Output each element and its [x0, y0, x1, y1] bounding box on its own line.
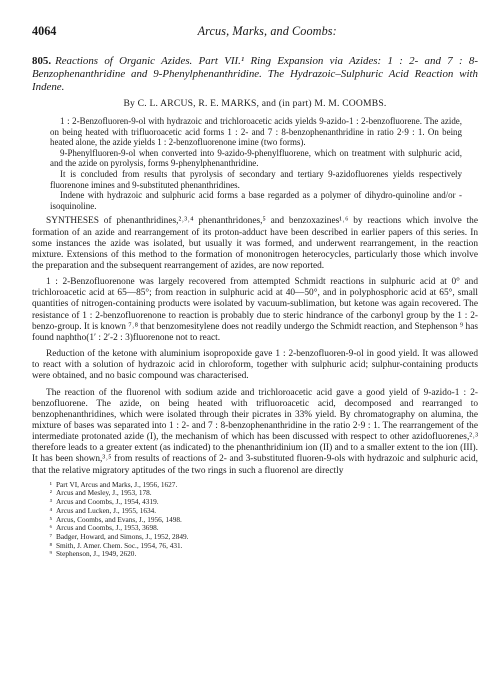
footnote: ¹ Part VI, Arcus and Marks, J., 1956, 1627. [49, 479, 178, 489]
running-title: Arcus, Marks, and Coombs: [197, 24, 337, 38]
abstract [50, 116, 462, 211]
abstract-paragraph: Indene with hydrazoic and sulphuric acid forms a base regarded as a polymer of dihydro-quinoline and/or -isoquinoline. [50, 190, 462, 211]
article-authors: By C. L. ARCUS, R. E. MARKS, and (in part) M. M. COOMBS. [123, 98, 387, 109]
article-body [32, 216, 478, 476]
footnote: ³ Arcus and Coombs, J., 1954, 4319. [49, 497, 159, 507]
footnote: ² Arcus and Mesley, J., 1953, 178. [49, 488, 152, 498]
footnote: ⁷ Badger, Howard, and Simons, J., 1952, 2849. [49, 532, 189, 541]
journal-page [32, 24, 478, 559]
body-paragraph: 1 : 2-Benzofluorenone was largely recovered from attempted Schmidt reactions in sulphuric acid at 0° and trichloroacetic acid at 65—85°; from reaction in sulphuric acid at 40—50°, and in polyphosphoric acid at 65°, small quantities of nitrogen-containing products were isolated by vacuum-sublimation, but ketone was again recovered. The resistance of 1 : 2-benzofluorenone to reaction is probably due to steric hindrance of the carbonyl group by the 1 : 2-benzo-group. It is known ⁷˒⁸ that benzomesitylene does not readily undergo the Schmidt reaction, and Stephenson ⁹ has found naphtho(1′ : 2′-2 : 3)fluorenone not to react. [32, 277, 478, 343]
footnote: ⁹ Stephenson, J., 1949, 2620. [49, 549, 137, 559]
body-paragraph: The reaction of the fluorenol with sodium azide and trichloroacetic acid gave a good yield of 9-azido-1 : 2-benzofluorene. The azide, on being heated with trifluoroacetic acid, decomposed and rearranged to benzophenanthridines, which were isolated through their picrates in 33% yield. By chromatography on alumina, the mixture of bases was separated into 1 : 2- and 7 : 8-benzophenanthridine in the ratio 2·9 : 1. The rearrangement of the intermediate protonated azide (I), the mechanism of which has been discussed with respect to other azidofluorenes,²˒³ therefore leads to a greater extent (as indicated) to the phenanthridinium ion (II) and to a smaller extent to the ion (III). It has been shown,³˒⁵ from results of reactions of 2- and 3-substituted fluoren-9-ols with hydrazoic and sulphuric acid, that the relative migratory aptitudes of the two rings in such a fluorenol are directly [32, 387, 478, 476]
abstract-paragraph: It is concluded from results that pyrolysis of secondary and tertiary 9-azidofluorenes yields respectively fluorenone imines and 9-substituted phenanthridines. [50, 168, 462, 190]
article-number: 805. [32, 55, 52, 67]
body-paragraph: SYNTHESES of phenanthridines,²˒³˒⁴ phenanthridones,⁵ and benzoxazines¹˒⁶ by reactions which involve the formation of an azide and rearrangement of its proton-adduct have been described in earlier papers of this series. In some instances the azide was isolated, but usually it was formed, and underwent rearrangement, in the reaction mixture. Extensions of this method to the formation of mononitrogen heterocycles, particularly those which involve the preparation and the subsequent rearrangement of azides, are now reported. [32, 216, 478, 271]
page-number: 4064 [32, 24, 57, 38]
abstract-paragraph: 1 : 2-Benzofluoren-9-ol with hydrazoic and trichloroacetic acids yields 9-azido-1 : 2-benzofluorene. The azide, on being heated with trifluoroacetic acid forms 1 : 2- and 7 : 8-benzophenanthridine in ratio 2·9 : 1. On being heated alone, the azide yields 1 : 2-benzofluorenone imine (two forms). [50, 116, 462, 148]
abstract-paragraph: 9-Phenylfluoren-9-ol when converted into 9-azido-9-phenylfluorene, which on treatment with sulphuric acid, and the azide on pyrolysis, forms 9-phenylphenanthridine. [50, 147, 462, 169]
footnotes [32, 481, 478, 559]
page-header [32, 24, 478, 46]
footnote: ⁴ Arcus and Lucken, J., 1955, 1634. [49, 505, 157, 515]
footnote: ⁶ Arcus and Coombs, J., 1953, 3698. [49, 523, 159, 533]
article-title-block [32, 55, 478, 94]
body-paragraph: Reduction of the ketone with aluminium isopropoxide gave 1 : 2-benzofluoren-9-ol in good yield. It was allowed to react with a solution of hydrazoic acid in chloroform, together with sulphuric acid; sulphur-containing products were obtained, and no basic compound was characterised. [32, 349, 478, 382]
footnote: ⁸ Smith, J. Amer. Chem. Soc., 1954, 76, 431. [49, 540, 183, 550]
footnote: ⁵ Arcus, Coombs, and Evans, J., 1956, 1498. [49, 514, 182, 524]
article-title: Reactions of Organic Azides. Part VII.¹ Ring Expansion via Azides: 1 : 2- and 7 : 8-Benzophenanthridine and 9-Phenylphenanthridine. The Hydrazoic–Sulphuric Acid Reaction with Indene. [32, 55, 478, 93]
